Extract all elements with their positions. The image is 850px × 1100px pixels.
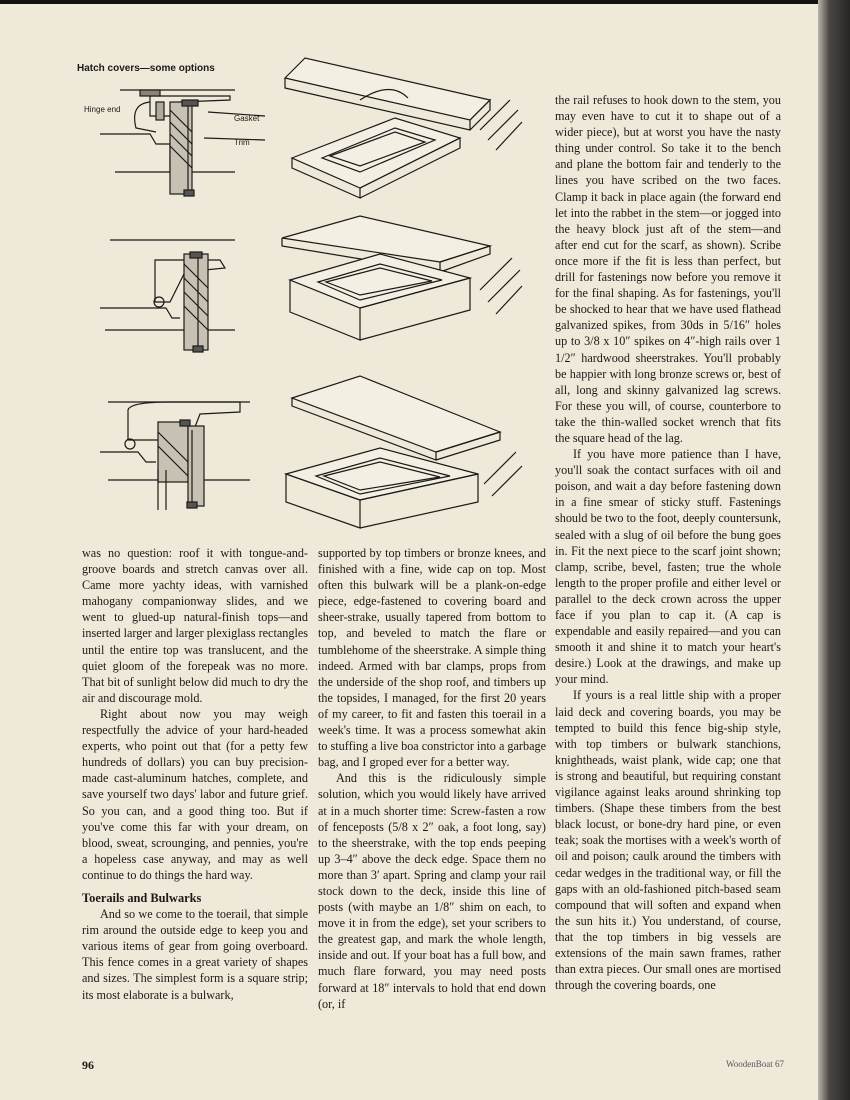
text-column-1 xyxy=(82,545,308,1003)
paragraph: And so we come to the toerail, that simple rim around the outside edge to keep you and various items of gear from going overboard. This fence comes in a great variety of shapes and sizes. The simplest form is a square strip; its most elaborate is a bulwark, xyxy=(82,907,308,1002)
binding-gutter xyxy=(818,0,850,1100)
hatch-covers-figure xyxy=(60,40,530,540)
label-trim: Trim xyxy=(234,138,250,147)
text-column-3 xyxy=(555,92,781,993)
text-column-2 xyxy=(318,545,546,1012)
paragraph: the rail refuses to hook down to the stem, you may even have to cut it to shape out of a wider piece), but at worst you have the nasty thing under control. So take it to the bench and plane the bottom fair and tenderly to the lines you have scribed on the two faces. Clamp it back in place again (the forward end let into the rabbet in the stem—or jogged into the heavy block just aft of the stem—and after end cut for the scarf, as shown). Scribe once more if the fit is less than perfect, but drill for fastenings now before you remove it for the final shaping. As for fastenings, you'll be shocked to hear that we have used flathead galvanized spikes, from 30ds in 5/16″ holes up to 3/8 x 10″ spikes on 4″-high rails over 1 1/2″ hardwood sheerstrakes. You'll probably be happier with long bronze screws or, best of all, long and skinny galvanized lag screws. For these you will, of course, counterbore to take the thin-walled socket wrench that fits the square head of the lag. xyxy=(555,93,781,445)
paragraph: And this is the ridiculously simple solution, which you would likely have arrived at in a much shorter time: Screw-fasten a row of fenceposts (5/8 x 2″ oak, a foot long, say) to the sheerstrake, with the top ends peeping up 3–4″ above the deck edge. Space them no more than 3′ apart. Spring and clamp your rail stock down to the deck, inside this line of posts (with maybe an 1/8″ shim on each, to move it in from the edge), set your scribers to the greatest gap, and mark the whole length, inside and out. If your boat has a full bow, and much flare forward, you may need posts forward at 18″ intervals to hold that end down (or, if xyxy=(318,771,546,1011)
label-hinge-end: Hinge end xyxy=(84,105,121,114)
paragraph: If yours is a real little ship with a proper laid deck and covering boards, you may be tempted to build this fence big-ship style, with top timbers or bulwark stanchions, knightheads, waist plank, wide cap; one that is strong and beautiful, but requiring constant vigilance against leaks around shrinking top timbers. (Shape these timbers from the best black locust, or bone-dry hard pine, or even teak; soak the mortises with a week's worth of oil and poison; caulk around the timbers with cedar wedges in the traditional way, or fill the gaps with an old-fashioned pitch-based seam compound that will soften and expand when the sun hits it.) You understand, of course, that the top timbers in big vessels are extensions of the main sawn frames, rather than extra pieces. Our small ones are mortised through the covering boards, one xyxy=(555,688,781,993)
running-foot: WoodenBoat 67 xyxy=(726,1059,785,1069)
paragraph: If you have more patience than I have, you'll soak the contact surfaces with oil and poison, and wait a day before fastening down in a fine smear of sticky stuff. Fastenings should be two to the foot, deeply countersunk, sealed with a slug of oil before the bung goes in. Fit the next piece to the scarf joint shown; clamp, scribe, bevel, fasten; true the whole length to the proper profile and either level or parallel to the deck crown across the upper face if you plan to cap it. (A cap is expendable and easily repaired—and you can smooth it and shine it to match your heart's desire.) Look at the drawings, and make up your mind. xyxy=(555,447,781,687)
hatch-perspective-2 xyxy=(282,216,522,340)
label-gasket: Gasket xyxy=(234,114,260,123)
figure-caption: Hatch covers—some options xyxy=(77,63,215,74)
paragraph: Right about now you may weigh respectfully the advice of your hard-headed experts, who point out that (for a petty few hundreds of dollars) you can buy precision-made cast-aluminum hatches, complete, and save yourself two days' labor and future grief. So you can, and a good thing too. But if you've come this far with your dream, on blood, sweat, scrounging, and pennies, you're a hopeless case anyway, and may as well continue to do things the hard way. xyxy=(82,706,308,882)
paragraph: supported by top timbers or bronze knees, and finished with a fine, wide cap on top. Most often this bulwark will be a plank-on-edge piece, edge-fastened to covering board and sheer-strake, usually tapered from bottom to top, and beveled to match the flare or tumblehome of the sheerstrake. A simple thing indeed. Armed with bar clamps, props from the underside of the shop roof, and timbers up the topsides, I managed, for the first 20 years of my career, to fit and fasten this toerail in a week's time. It was a process somewhat akin to stuffing a live boa constrictor into a garbage bag, and I groped ever for a better way. xyxy=(318,546,546,770)
page-number: 96 xyxy=(82,1058,94,1072)
hatch-perspective-3 xyxy=(286,376,522,528)
paragraph: was no question: roof it with tongue-and-groove boards and stretch canvas over all. Came more yachty ideas, with varnished mahogany companionway slides, and we went to glued-up natural-finish tops—and inserted larger and larger plexiglass rectangles until the entire top was translucent, and the quiet gloom of the forepeak was no more. That bit of sunlight below did much to dry the air and discourage mold. xyxy=(82,546,308,705)
hatch-perspective-1 xyxy=(285,58,522,198)
section-drawing-2 xyxy=(100,240,235,352)
section-heading: Toerails and Bulwarks xyxy=(82,890,202,905)
page-top-edge xyxy=(0,0,850,4)
section-drawing-3 xyxy=(100,402,250,510)
